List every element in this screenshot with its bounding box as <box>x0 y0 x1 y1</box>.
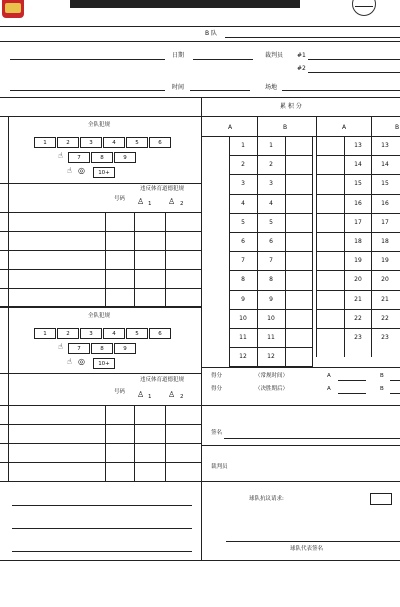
score-cell-a: 7 <box>241 257 245 265</box>
foul-box: 4 <box>103 328 125 339</box>
hand-icon: ☝ <box>58 151 63 160</box>
foul-box: 1 <box>34 137 56 148</box>
foul-box: 5 <box>126 137 148 148</box>
score-row-line <box>316 328 400 329</box>
score-row-line <box>316 309 400 310</box>
score-row-line <box>229 328 313 329</box>
venue-label: 场地 <box>265 84 278 91</box>
score-title: 累 积 分 <box>280 103 302 110</box>
score-cell-a2: 18 <box>354 238 362 245</box>
score-cell-a: 11 <box>239 334 247 341</box>
misconduct-label-1: 违反体育道德犯规 <box>140 186 185 192</box>
score-cell-a2: 22 <box>354 314 362 322</box>
score-cell-a2: 19 <box>354 257 362 265</box>
score-cell-a: 2 <box>241 161 245 169</box>
score-cell-b: 12 <box>267 353 275 361</box>
score-cell-b2: 16 <box>381 199 389 207</box>
score-cell-a2: 13 <box>354 142 362 149</box>
score-cell-a: 8 <box>241 276 245 284</box>
score-cell-b: 6 <box>269 238 273 245</box>
hand-icon: ☝ <box>58 342 63 351</box>
score-row-line <box>316 270 400 271</box>
grid-col-line <box>105 212 106 306</box>
foul-box: 2 <box>57 328 79 339</box>
score-cell-b: 10 <box>267 314 275 322</box>
foul-box: 6 <box>149 137 171 148</box>
score-cell-b2: 15 <box>381 180 389 188</box>
header-col-line <box>371 116 372 136</box>
logo-left-mark <box>5 3 21 13</box>
score-row-line <box>316 232 400 233</box>
score-cell-b: 3 <box>269 180 273 188</box>
misconduct-icon-2b: ♙ <box>168 390 176 399</box>
logo-right-icon <box>352 0 376 16</box>
score-row-line <box>316 194 400 195</box>
referee-sign-label: 裁判员 <box>211 464 228 470</box>
table-row <box>0 424 201 425</box>
score-row-line <box>316 213 400 214</box>
col-b2-label: B <box>395 124 400 131</box>
score-cell-b: 5 <box>269 218 273 226</box>
team-name-line <box>10 59 165 60</box>
foul-box: 7 <box>68 152 90 163</box>
foul-box: 7 <box>68 343 90 354</box>
hand-icon: ☝ <box>67 357 72 366</box>
score-row-line <box>316 174 400 175</box>
misconduct-icon-1a: ♙ <box>137 197 145 206</box>
score-label-regular: 得分 <box>211 373 223 379</box>
ref2-label: #2 <box>297 65 306 72</box>
score-cell-b: 9 <box>269 295 273 303</box>
score-cell-b: 2 <box>269 161 273 169</box>
col-a2-label: A <box>342 124 347 131</box>
score-cell-a: 4 <box>241 199 245 207</box>
score-cell-a: 12 <box>239 353 247 361</box>
score-cell-b: 7 <box>269 257 273 265</box>
number-label-1: 号码 <box>114 196 126 202</box>
score-row-line <box>229 251 313 252</box>
score-row-line <box>229 290 313 291</box>
score-cell-b: 1 <box>269 142 273 149</box>
foul-box: 8 <box>91 152 113 163</box>
score-row-line <box>316 251 400 252</box>
col-b-label: B <box>283 124 288 131</box>
misconduct-icon-1b: ♙ <box>168 197 176 206</box>
score-cell-a: 6 <box>241 238 245 245</box>
table-row <box>0 288 201 289</box>
score-cell-b2: 19 <box>381 257 389 265</box>
score-row-line <box>229 232 313 233</box>
score-row-line <box>316 290 400 291</box>
score-cell-b2: 23 <box>381 334 389 341</box>
score-cell-a: 10 <box>239 314 247 322</box>
foul-box: 8 <box>91 343 113 354</box>
foul-box-extra: 10+ <box>93 167 115 178</box>
misconduct-label-2: 违反体育道德犯规 <box>140 377 185 383</box>
header-col-line <box>257 116 258 136</box>
table-row <box>0 405 201 406</box>
number-label-2: 号码 <box>114 389 126 395</box>
score-label-tiebreak: 得分 <box>211 386 223 392</box>
score-row-line <box>229 213 313 214</box>
title-strip <box>70 0 300 8</box>
table-row <box>0 212 201 213</box>
foul-box: 3 <box>80 137 102 148</box>
grid-col-line <box>165 212 166 306</box>
table-row <box>0 481 201 482</box>
score-cell-b: 4 <box>269 199 273 207</box>
referee-label: 裁判员 <box>265 52 284 59</box>
col-a-label: A <box>228 124 233 131</box>
score-cell-b2: 18 <box>381 238 389 245</box>
score-cell-a2: 17 <box>354 218 362 226</box>
score-cell-a2: 20 <box>354 276 362 284</box>
whistle-icon: ◎ <box>78 357 85 366</box>
score-row-line <box>229 347 313 348</box>
sign-label: 签名 <box>211 430 223 436</box>
date-label: 日期 <box>172 52 185 59</box>
regular-time-label: （常规时间） <box>255 373 289 379</box>
score-row-line <box>229 136 313 137</box>
foul-box: 4 <box>103 137 125 148</box>
team-fouls-label-1: 全队犯规 <box>88 122 111 128</box>
foul-box: 3 <box>80 328 102 339</box>
foul-box: 2 <box>57 137 79 148</box>
score-col-line <box>316 136 317 357</box>
score-cell-a: 3 <box>241 180 245 188</box>
score-cell-a2: 23 <box>354 334 362 341</box>
score-cell-b2: 14 <box>381 161 389 169</box>
table-row <box>0 250 201 251</box>
protest-checkbox[interactable] <box>370 493 392 505</box>
table-row <box>0 269 201 270</box>
grid-col-line <box>134 212 135 306</box>
header-col-line <box>316 116 317 136</box>
whistle-icon: ◎ <box>78 166 85 175</box>
foul-box: 6 <box>149 328 171 339</box>
score-row-line <box>229 270 313 271</box>
foul-box: 5 <box>126 328 148 339</box>
score-cell-b2: 22 <box>381 314 389 322</box>
team-b-label: B 队 <box>205 30 218 37</box>
score-cell-b2: 20 <box>381 276 389 284</box>
score-cell-b2: 21 <box>381 295 389 303</box>
score-cell-a2: 16 <box>354 199 362 207</box>
table-row <box>0 307 201 308</box>
score-row-line <box>229 174 313 175</box>
score-col-line <box>344 136 345 357</box>
score-col-line <box>371 136 372 357</box>
table-row <box>0 231 201 232</box>
score-cell-b: 8 <box>269 276 273 284</box>
score-cell-a: 9 <box>241 295 245 303</box>
tiebreak-label: （决胜期后） <box>255 386 289 392</box>
team-fouls-label-2: 全队犯规 <box>88 313 111 319</box>
time-label: 时间 <box>172 84 185 91</box>
score-cell-b: 11 <box>267 334 275 341</box>
foul-box: 9 <box>114 343 136 354</box>
score-row-line <box>316 136 400 137</box>
misconduct-icon-2a: ♙ <box>137 390 145 399</box>
score-cell-b2: 17 <box>381 218 389 226</box>
table-row <box>0 443 201 444</box>
score-cell-a2: 21 <box>354 295 362 303</box>
foul-box: 9 <box>114 152 136 163</box>
foul-box: 1 <box>34 328 56 339</box>
score-cell-a2: 14 <box>354 161 362 169</box>
score-row-line <box>229 155 313 156</box>
team-rep-sign-label: 球队代表签名 <box>290 546 324 552</box>
score-cell-b2: 13 <box>381 142 389 149</box>
ref1-label: #1 <box>297 52 306 59</box>
hand-icon: ☝ <box>67 166 72 175</box>
score-row-line <box>229 366 313 367</box>
score-row-line <box>229 194 313 195</box>
score-cell-a2: 15 <box>354 180 362 188</box>
foul-box-extra: 10+ <box>93 358 115 369</box>
table-row <box>0 462 201 463</box>
protest-label: 球队抗议请求: <box>249 496 284 502</box>
score-row-line <box>229 309 313 310</box>
score-row-line <box>316 155 400 156</box>
score-cell-a: 5 <box>241 218 245 226</box>
score-cell-a: 1 <box>241 142 245 149</box>
